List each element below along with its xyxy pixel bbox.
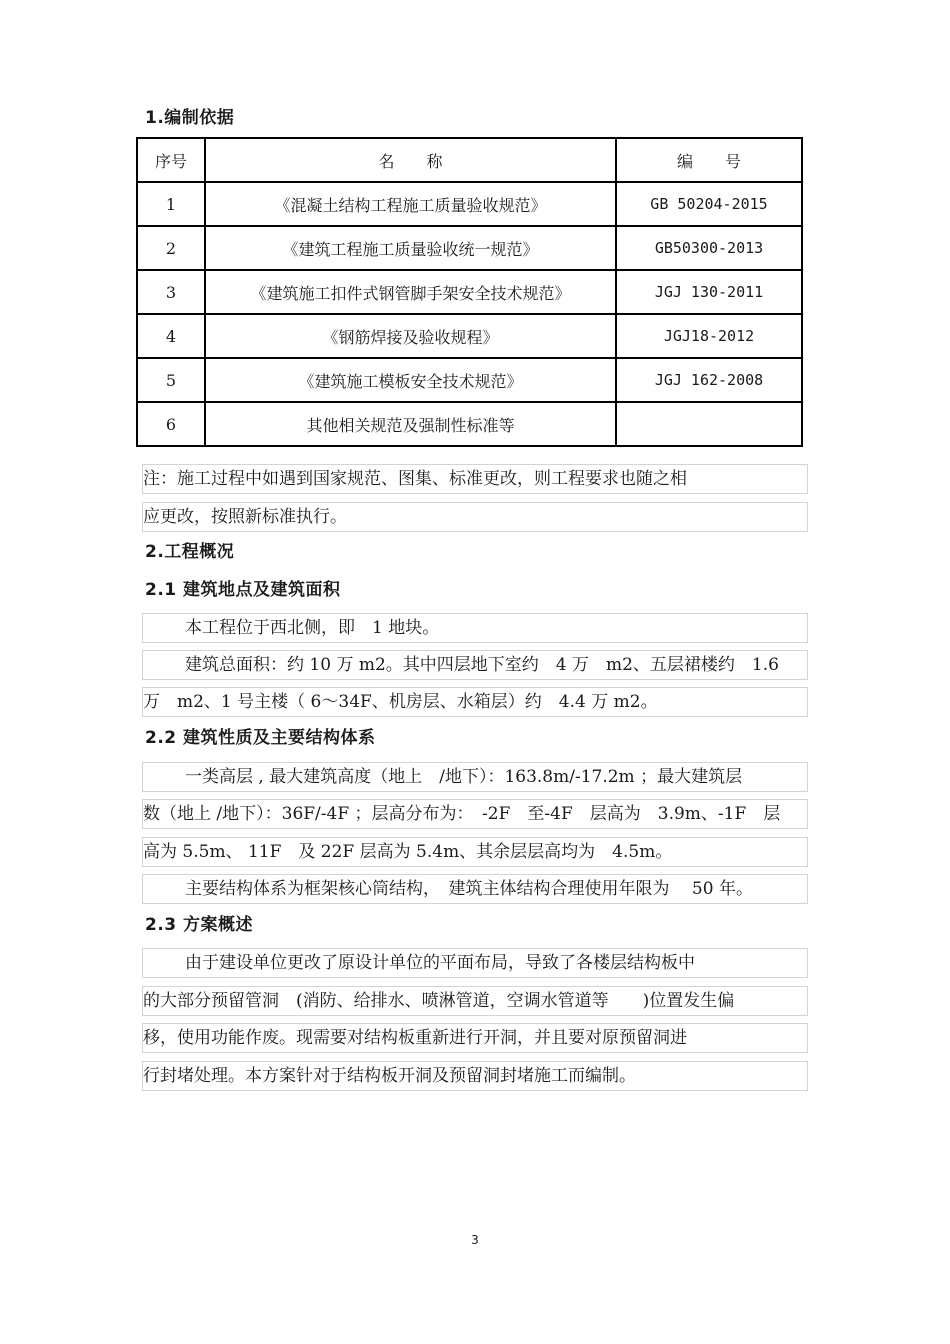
note-line: 应更改，按照新标准执行。 xyxy=(142,502,808,532)
paragraph-line: 一类高层 , 最大建筑高度（地上 /地下）：163.8m/-17.2m ；最大建筑层 xyxy=(142,762,808,792)
column-header-number: 序号 xyxy=(137,138,205,182)
paragraph-line: 高为 5.5m、 11F 及 22F 层高为 5.4m、其余层层高均为 4.5m。 xyxy=(142,837,808,867)
cell-name: 《钢筋焊接及验收规程》 xyxy=(205,314,616,358)
standards-table xyxy=(136,137,803,447)
table-row xyxy=(137,358,802,402)
cell-code: GB 50204-2015 xyxy=(616,182,802,226)
cell-number: 6 xyxy=(137,402,205,446)
subsection-heading-location: 2.1 建筑地点及建筑面积 xyxy=(145,580,341,600)
cell-name: 《建筑施工扣件式钢管脚手架安全技术规范》 xyxy=(205,270,616,314)
table-row xyxy=(137,182,802,226)
column-header-name: 名 称 xyxy=(205,138,616,182)
cell-number: 1 xyxy=(137,182,205,226)
cell-number: 5 xyxy=(137,358,205,402)
cell-code: JGJ 162-2008 xyxy=(616,358,802,402)
cell-code: JGJ18-2012 xyxy=(616,314,802,358)
page-number: 3 xyxy=(471,1233,479,1247)
paragraph-line: 由于建设单位更改了原设计单位的平面布局，导致了各楼层结构板中 xyxy=(142,948,808,978)
cell-name: 其他相关规范及强制性标准等 xyxy=(205,402,616,446)
cell-code: GB50300-2013 xyxy=(616,226,802,270)
paragraph-line: 万 m2、1 号主楼（ 6～34F、机房层、水箱层）约 4.4 万 m2。 xyxy=(142,687,808,717)
subsection-heading-structure: 2.2 建筑性质及主要结构体系 xyxy=(145,728,376,748)
column-header-code: 编 号 xyxy=(616,138,802,182)
cell-number: 3 xyxy=(137,270,205,314)
paragraph-line: 移，使用功能作废。现需要对结构板重新进行开洞，并且要对原预留洞进 xyxy=(142,1023,808,1053)
paragraph-line: 的大部分预留管洞 (消防、给排水、喷淋管道，空调水管道等 )位置发生偏 xyxy=(142,986,808,1016)
cell-name: 《建筑工程施工质量验收统一规范》 xyxy=(205,226,616,270)
paragraph-line: 本工程位于西北侧，即 1 地块。 xyxy=(142,613,808,643)
paragraph-line: 数（地上 /地下）：36F/-4F ；层高分布为： -2F 至-4F 层高为 3.9m、-1F 层 xyxy=(142,799,808,829)
cell-code xyxy=(616,402,802,446)
cell-number: 2 xyxy=(137,226,205,270)
cell-name: 《混凝土结构工程施工质量验收规范》 xyxy=(205,182,616,226)
table-row xyxy=(137,270,802,314)
section-heading-basis: 1.编制依据 xyxy=(145,108,235,128)
note-line: 注：施工过程中如遇到国家规范、图集、标准更改，则工程要求也随之相 xyxy=(142,464,808,494)
cell-code: JGJ 130-2011 xyxy=(616,270,802,314)
table-row xyxy=(137,314,802,358)
table-row xyxy=(137,226,802,270)
cell-number: 4 xyxy=(137,314,205,358)
cell-name: 《建筑施工模板安全技术规范》 xyxy=(205,358,616,402)
section-heading-overview: 2.工程概况 xyxy=(145,542,235,562)
table-header-row xyxy=(137,138,802,182)
table-row xyxy=(137,402,802,446)
paragraph-line: 行封堵处理。本方案针对于结构板开洞及预留洞封堵施工而编制。 xyxy=(142,1061,808,1091)
paragraph-line: 主要结构体系为框架核心筒结构， 建筑主体结构合理使用年限为 50 年。 xyxy=(142,874,808,904)
paragraph-line: 建筑总面积：约 10 万 m2。其中四层地下室约 4 万 m2、五层裙楼约 1.6 xyxy=(142,650,808,680)
subsection-heading-plan: 2.3 方案概述 xyxy=(145,915,254,935)
